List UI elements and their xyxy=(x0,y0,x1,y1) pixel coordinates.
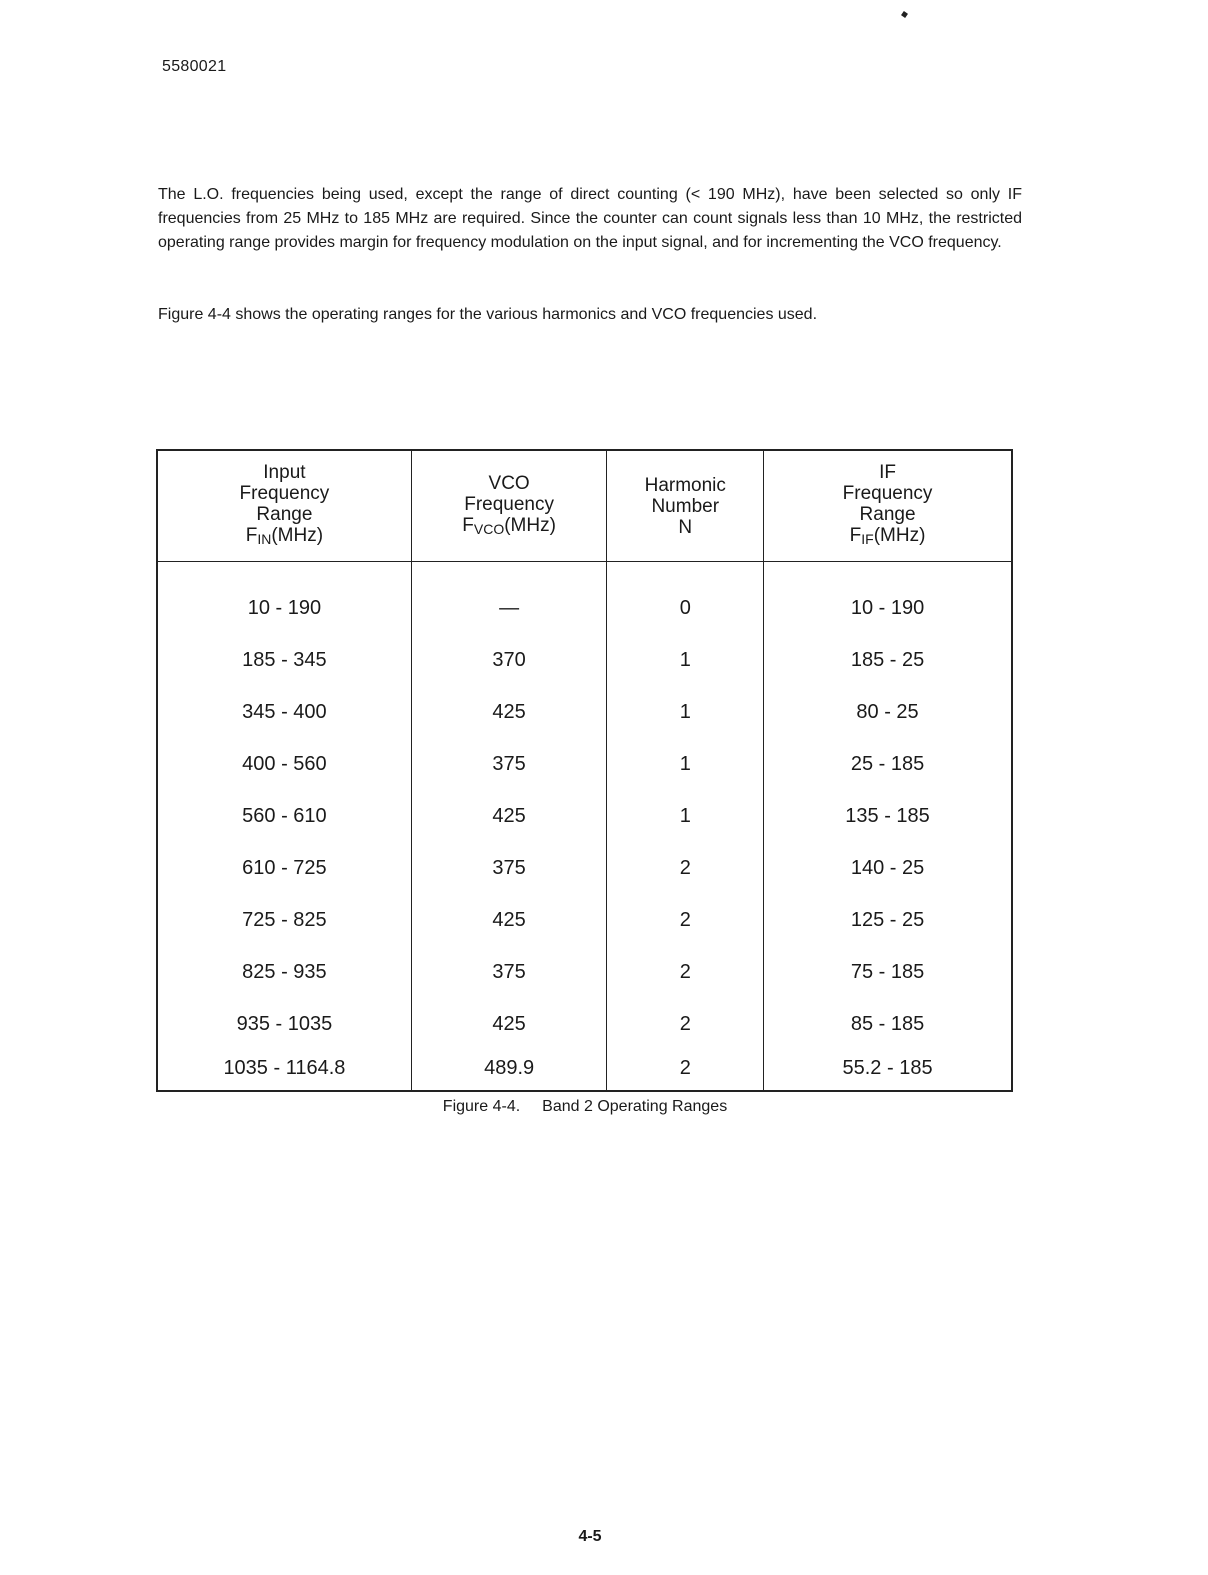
figure-reference-paragraph: Figure 4-4 shows the operating ranges for the various harmonics and VCO frequencies used. xyxy=(158,306,818,323)
header-input-unit: (MHz) xyxy=(271,525,324,546)
header-if-symbol-line xyxy=(764,525,1011,550)
cell-harmonic-number: 2 xyxy=(607,842,764,894)
cell-vco-frequency: 375 xyxy=(411,842,607,894)
cell-if-range: 80 - 25 xyxy=(764,686,1012,738)
cell-if-range: 135 - 185 xyxy=(764,790,1012,842)
header-input-line3: Range xyxy=(256,504,313,525)
table-row xyxy=(157,1050,1012,1091)
cell-input-range: 935 - 1035 xyxy=(157,998,411,1050)
header-input-symbol-line xyxy=(158,525,411,550)
header-if-line2: Frequency xyxy=(842,483,933,504)
cell-vco-frequency: — xyxy=(411,562,607,635)
cell-input-range: 185 - 345 xyxy=(157,634,411,686)
header-input-frequency-range xyxy=(157,450,411,562)
cell-harmonic-number: 2 xyxy=(607,1050,764,1091)
header-harmonic-number xyxy=(607,450,764,562)
header-vco-line1: VCO xyxy=(488,472,530,494)
header-input-line2: Frequency xyxy=(239,483,330,504)
header-if-line3: Range xyxy=(859,504,916,525)
cell-input-range: 400 - 560 xyxy=(157,738,411,790)
cell-vco-frequency: 489.9 xyxy=(411,1050,607,1091)
cell-harmonic-number: 1 xyxy=(607,738,764,790)
header-vco-unit: (MHz) xyxy=(504,514,556,536)
cell-input-range: 345 - 400 xyxy=(157,686,411,738)
header-input-symbol: F xyxy=(245,525,258,546)
header-harmonic-line1: Harmonic xyxy=(644,474,726,496)
cell-if-range: 140 - 25 xyxy=(764,842,1012,894)
header-vco-frequency xyxy=(411,450,607,562)
cell-harmonic-number: 0 xyxy=(607,562,764,635)
page-number: 4-5 xyxy=(578,1528,602,1545)
cell-vco-frequency: 425 xyxy=(411,894,607,946)
figure-caption xyxy=(0,1098,1170,1116)
cell-if-range: 85 - 185 xyxy=(764,998,1012,1050)
header-if-symbol: F xyxy=(849,525,862,546)
cell-vco-frequency: 375 xyxy=(411,946,607,998)
table-row xyxy=(157,634,1012,686)
cell-input-range: 825 - 935 xyxy=(157,946,411,998)
table-row xyxy=(157,842,1012,894)
header-vco-symbol-line xyxy=(412,515,607,540)
header-harmonic-line2: Number xyxy=(651,495,720,517)
intro-paragraph: The L.O. frequencies being used, except the range of direct counting (< 190 MHz), have been selected so only IF frequencies from 25 MHz to 185 MHz are required. Since the counter can count signals less than 10 MHz, the restricted operating range provides margin for frequency modulation on the input signal, and for incrementing the VCO frequency. xyxy=(158,186,1022,251)
header-harmonic-line3: N xyxy=(678,516,693,538)
header-if-frequency-range xyxy=(764,450,1012,562)
cell-if-range: 25 - 185 xyxy=(764,738,1012,790)
cell-if-range: 185 - 25 xyxy=(764,634,1012,686)
cell-if-range: 75 - 185 xyxy=(764,946,1012,998)
cell-vco-frequency: 375 xyxy=(411,738,607,790)
cell-harmonic-number: 1 xyxy=(607,686,764,738)
cell-if-range: 125 - 25 xyxy=(764,894,1012,946)
cell-input-range: 725 - 825 xyxy=(157,894,411,946)
scan-mark xyxy=(901,11,908,18)
cell-harmonic-number: 1 xyxy=(607,634,764,686)
header-vco-subscript: VCO xyxy=(473,520,505,537)
header-if-unit: (MHz) xyxy=(873,525,926,546)
cell-vco-frequency: 370 xyxy=(411,634,607,686)
table-row xyxy=(157,998,1012,1050)
header-input-subscript: IN xyxy=(257,531,272,547)
header-if-line1: IF xyxy=(879,462,896,483)
cell-harmonic-number: 2 xyxy=(607,998,764,1050)
table-header-row xyxy=(157,450,1012,562)
cell-input-range: 10 - 190 xyxy=(157,562,411,635)
cell-harmonic-number: 2 xyxy=(607,894,764,946)
cell-input-range: 560 - 610 xyxy=(157,790,411,842)
cell-vco-frequency: 425 xyxy=(411,790,607,842)
document-number: 5580021 xyxy=(162,58,227,75)
operating-ranges-table xyxy=(156,449,1013,1092)
header-vco-line2: Frequency xyxy=(464,493,554,515)
cell-if-range: 10 - 190 xyxy=(764,562,1012,635)
table-row xyxy=(157,790,1012,842)
header-vco-symbol: F xyxy=(462,514,474,536)
cell-harmonic-number: 2 xyxy=(607,946,764,998)
header-if-subscript: IF xyxy=(861,531,874,547)
table-row xyxy=(157,686,1012,738)
cell-vco-frequency: 425 xyxy=(411,686,607,738)
cell-input-range: 610 - 725 xyxy=(157,842,411,894)
cell-input-range: 1035 - 1164.8 xyxy=(157,1050,411,1091)
table-row xyxy=(157,894,1012,946)
table-row xyxy=(157,562,1012,635)
table-row xyxy=(157,738,1012,790)
cell-if-range: 55.2 - 185 xyxy=(764,1050,1012,1091)
figure-caption-label: Figure 4-4. xyxy=(442,1098,521,1115)
figure-caption-title: Band 2 Operating Ranges xyxy=(542,1098,728,1115)
table-row xyxy=(157,946,1012,998)
cell-harmonic-number: 1 xyxy=(607,790,764,842)
cell-vco-frequency: 425 xyxy=(411,998,607,1050)
header-input-line1: Input xyxy=(263,462,306,483)
